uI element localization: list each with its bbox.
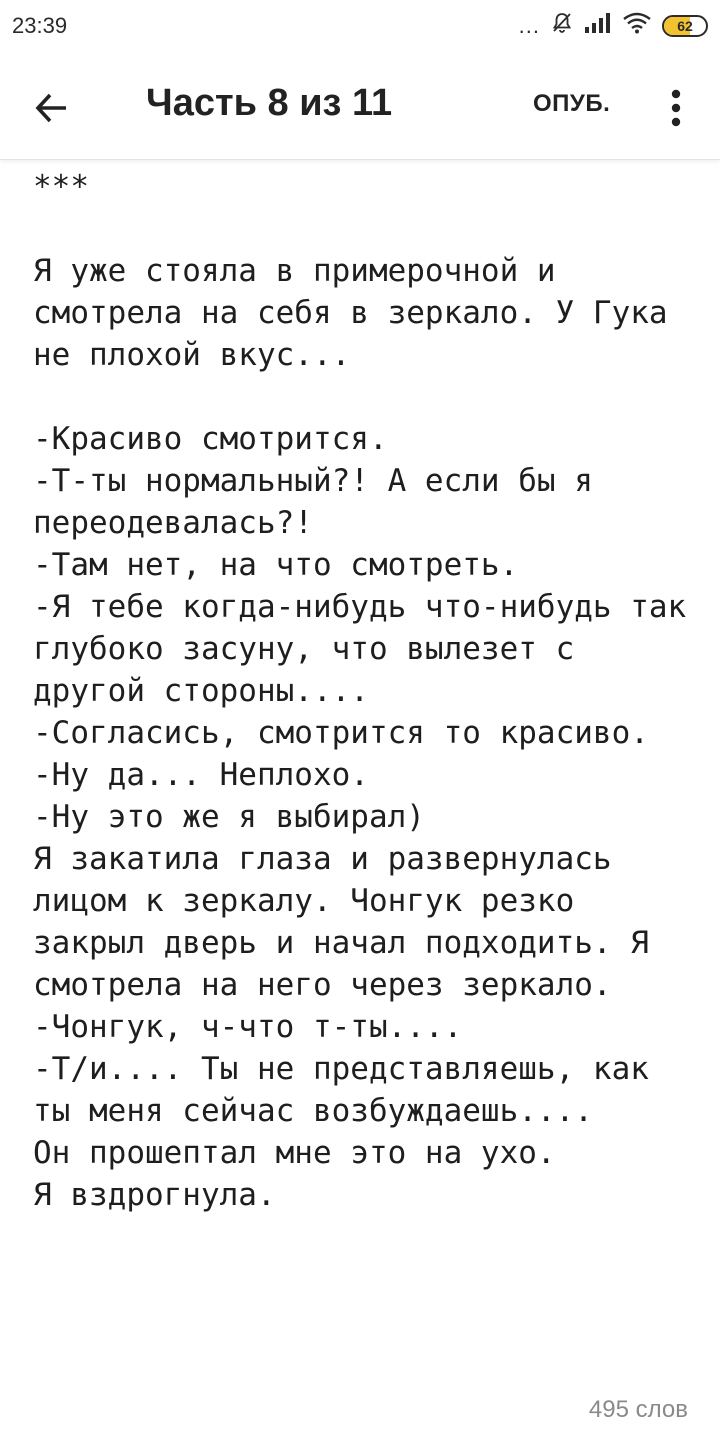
- story-line: Я вздрогнула.: [33, 1177, 276, 1213]
- story-line: Я закатила глаза и развернулась лицом к зеркалу. Чонгук резко закрыл дверь и начал подходить. Я смотрела на него через зеркало.: [33, 841, 668, 1003]
- battery-icon: [662, 15, 708, 37]
- back-button[interactable]: [20, 76, 84, 140]
- story-line: -Т-ты нормальный?! А если бы я переодевалась?!: [33, 463, 612, 541]
- publish-button[interactable]: ОПУБ.: [533, 90, 611, 117]
- more-options-button[interactable]: [656, 76, 696, 140]
- story-line: ***: [33, 169, 89, 205]
- signal-icon: [584, 12, 612, 40]
- story-line: -Ну это же я выбирал): [33, 799, 425, 835]
- silent-bell-icon: [550, 11, 574, 41]
- story-line: Он прошептал мне это на ухо.: [33, 1135, 556, 1171]
- word-count: 495 слов: [588, 1396, 688, 1423]
- story-line: Я уже стояла в примерочной и смотрела на себя в зеркало. У Гука не плохой вкус...: [33, 253, 687, 373]
- status-bar: [0, 0, 720, 52]
- more-vert-icon: [670, 88, 682, 128]
- story-line: -Красиво смотрится.: [33, 421, 388, 457]
- story-line: -Чонгук, ч-что т-ты....: [33, 1009, 463, 1045]
- story-line: -Ну да... Неплохо.: [33, 757, 369, 793]
- story-line: [33, 376, 703, 418]
- story-line: -Т/и.... Ты не представляешь, как ты меня сейчас возбуждаешь....: [33, 1051, 668, 1129]
- status-time: 23:39: [12, 13, 68, 38]
- status-icons: [519, 11, 708, 41]
- story-editor[interactable]: [33, 166, 703, 1216]
- wifi-icon: [622, 12, 652, 40]
- story-line: -Согласись, смотрится то красиво.: [33, 715, 649, 751]
- story-line: -Я тебе когда-нибудь что-нибудь так глубоко засуну, что вылезет с другой стороны....: [33, 589, 705, 709]
- page-title: Часть 8 из 11: [146, 82, 393, 124]
- more-notifications-icon: ...: [518, 13, 540, 38]
- arrow-left-icon: [32, 88, 72, 128]
- story-line: -Там нет, на что смотреть.: [33, 547, 519, 583]
- story-line: [33, 208, 703, 250]
- battery-level: 62: [677, 18, 693, 34]
- app-bar: [0, 52, 720, 160]
